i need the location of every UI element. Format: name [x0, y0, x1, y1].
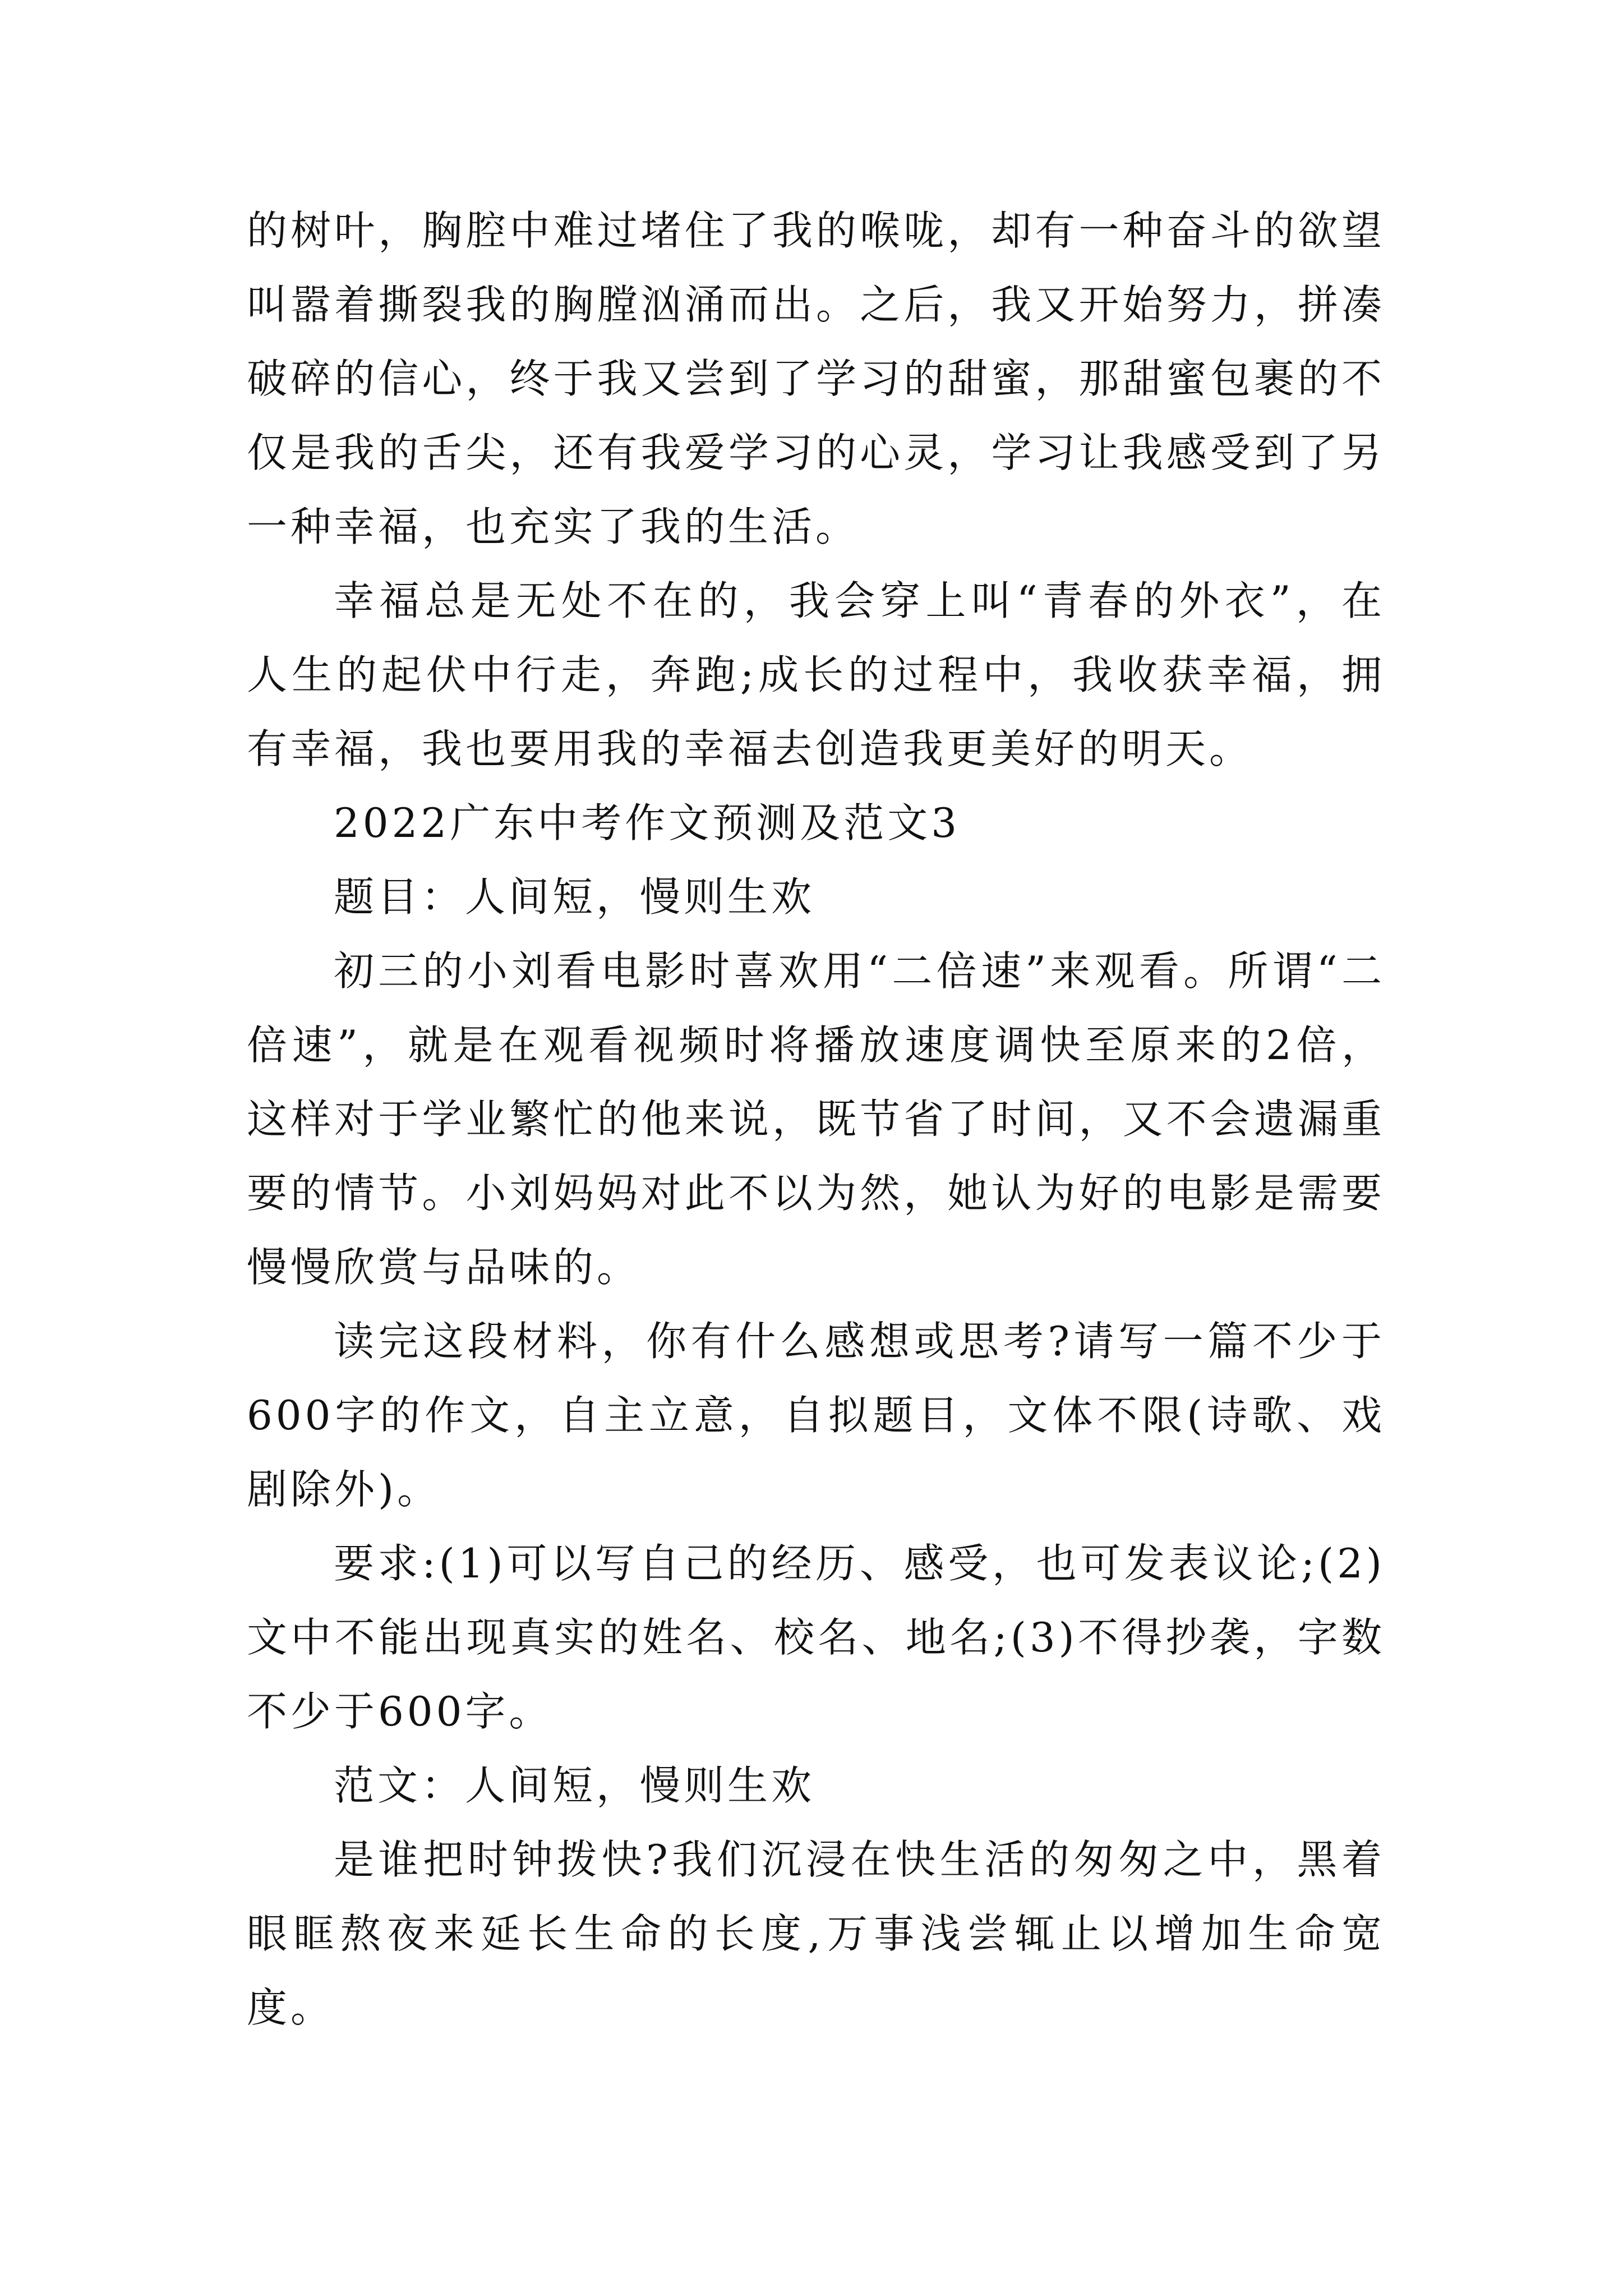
section-title: 2022广东中考作文预测及范文3: [334, 799, 961, 846]
paragraph-material: 初三的小刘看电影时喜欢用“二倍速”来观看。所谓“二倍速”，就是在观看视频时将播放速度调快至原来的2倍，这样对于学业繁忙的他来说，既节省了时间，又不会遗漏重要的情节。小刘妈妈对此不以为然，她认为好的电影是需要慢慢欣赏与品味的。: [247, 947, 1385, 1291]
paragraph-2: 幸福总是无处不在的，我会穿上叫“青春的外衣”，在人生的起伏中行走，奔跑;成长的过程中，我收获幸福，拥有幸福，我也要用我的幸福去创造我更美好的明天。: [247, 577, 1385, 772]
sample-essay-title: 范文：人间短，慢则生欢: [334, 1762, 815, 1809]
paragraph-prompt: 读完这段材料，你有什么感想或思考?请写一篇不少于600字的作文，自主立意，自拟题目，文体不限(诗歌、戏剧除外)。: [247, 1318, 1385, 1513]
paragraph-1: 的树叶，胸腔中难过堵住了我的喉咙，却有一种奋斗的欲望叫嚣着撕裂我的胸膛汹涌而出。之后，我又开始努力，拼凑破碎的信心，终于我又尝到了学习的甜蜜，那甜蜜包裹的不仅是我的舌尖，还有我爱学习的心灵，学习让我感受到了另一种幸福，也充实了我的生活。: [247, 207, 1385, 550]
paragraph-requirements: 要求:(1)可以写自己的经历、感受，也可发表议论;(2)文中不能出现真实的姓名、校名、地名;(3)不得抄袭，字数不少于600字。: [247, 1540, 1385, 1735]
essay-topic: 题目：人间短，慢则生欢: [334, 873, 815, 921]
paragraph-essay-opening: 是谁把时钟拨快?我们沉浸在快生活的匆匆之中，黑着眼眶熬夜来延长生命的长度,万事浅尝辄止以增加生命宽度。: [247, 1836, 1385, 2031]
document-body: [247, 194, 1385, 2045]
